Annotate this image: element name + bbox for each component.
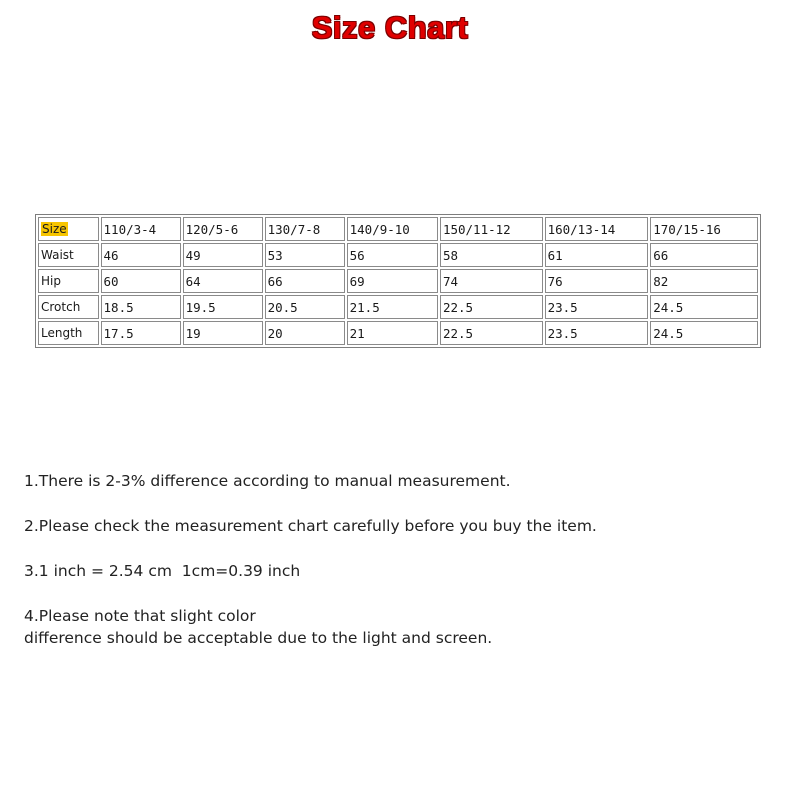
- table-cell: 58: [440, 243, 543, 267]
- table-cell: 20.5: [265, 295, 345, 319]
- table-cell: 82: [650, 269, 758, 293]
- row-label: Length: [38, 321, 99, 345]
- table-cell: 21.5: [347, 295, 438, 319]
- table-header-row: [38, 217, 758, 241]
- row-label: Waist: [38, 243, 99, 267]
- table-cell: 66: [265, 269, 345, 293]
- note-text: 2.Please check the measurement chart carefully before you buy the item.: [24, 517, 597, 535]
- note-text: difference should be acceptable due to the light and screen.: [24, 629, 493, 647]
- table-row-length: [38, 321, 758, 345]
- table-cell: 24.5: [650, 321, 758, 345]
- row-label: Hip: [38, 269, 99, 293]
- note-text: 3.1 inch = 2.54 cm 1cm=0.39 inch: [24, 562, 301, 580]
- table-cell: 46: [101, 243, 181, 267]
- note-1: [24, 470, 784, 492]
- table-cell: 19: [183, 321, 263, 345]
- table-cell: 64: [183, 269, 263, 293]
- table-cell: 49: [183, 243, 263, 267]
- table-cell: 19.5: [183, 295, 263, 319]
- table-cell: 18.5: [101, 295, 181, 319]
- table-cell: 17.5: [101, 321, 181, 345]
- note-2: [24, 515, 784, 537]
- table-cell: 22.5: [440, 295, 543, 319]
- table-row-crotch: [38, 295, 758, 319]
- table-cell: 23.5: [545, 295, 649, 319]
- table-row-waist: [38, 243, 758, 267]
- note-text: 1.There is 2-3% difference according to manual measurement.: [24, 472, 511, 490]
- table-cell: 23.5: [545, 321, 649, 345]
- table-cell: 66: [650, 243, 758, 267]
- size-chart-table: [35, 214, 761, 348]
- header-cell: 150/11-12: [440, 217, 543, 241]
- header-cell: 110/3-4: [101, 217, 181, 241]
- header-cell: 160/13-14: [545, 217, 649, 241]
- header-cell: 130/7-8: [265, 217, 345, 241]
- table-cell: 21: [347, 321, 438, 345]
- table-cell: 53: [265, 243, 345, 267]
- header-cell: 140/9-10: [347, 217, 438, 241]
- notes-section: [24, 470, 784, 672]
- note-4: [24, 605, 784, 649]
- header-cell: 170/15-16: [650, 217, 758, 241]
- table-cell: 56: [347, 243, 438, 267]
- highlighted-size-label: Size: [42, 222, 67, 236]
- note-text: 4.Please note that slight color: [24, 607, 256, 625]
- table-cell: 20: [265, 321, 345, 345]
- table-cell: 61: [545, 243, 649, 267]
- table-row-hip: [38, 269, 758, 293]
- table-cell: 74: [440, 269, 543, 293]
- table-cell: 22.5: [440, 321, 543, 345]
- note-3: [24, 560, 784, 582]
- row-label: Crotch: [38, 295, 99, 319]
- header-cell-size: [38, 217, 99, 241]
- table-cell: 24.5: [650, 295, 758, 319]
- table-cell: 76: [545, 269, 649, 293]
- table-cell: 69: [347, 269, 438, 293]
- page-title: Size Chart: [311, 10, 469, 45]
- header-cell: 120/5-6: [183, 217, 263, 241]
- table-cell: 60: [101, 269, 181, 293]
